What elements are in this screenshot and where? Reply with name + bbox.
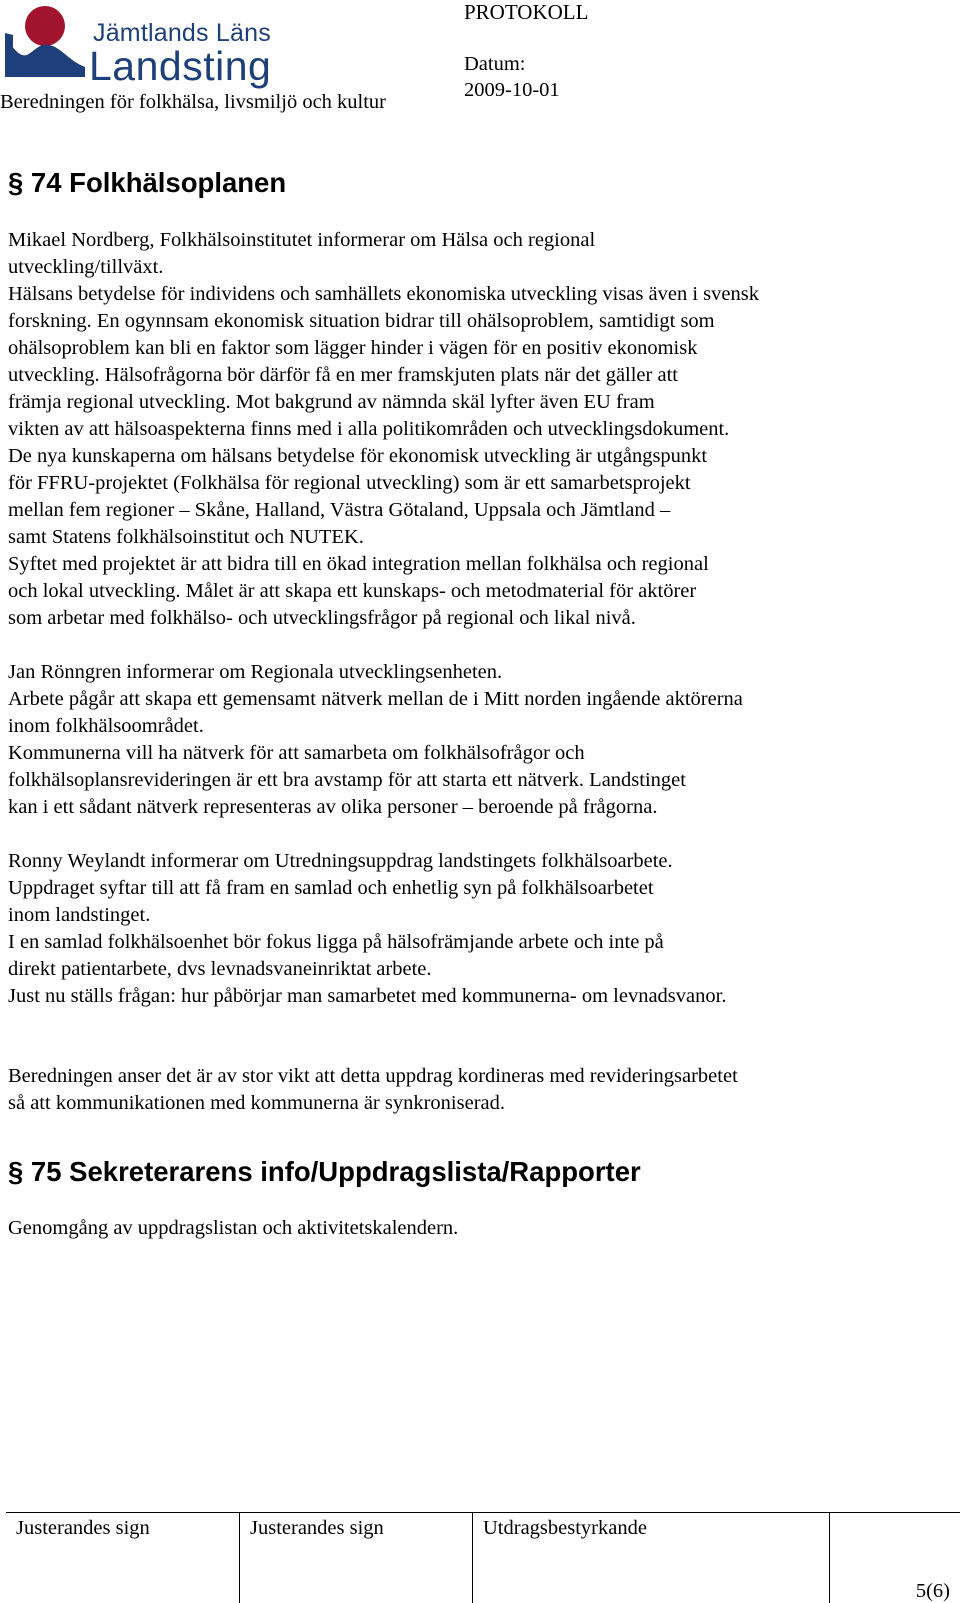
- date-label: Datum:: [464, 53, 526, 75]
- text-line: Kommunerna vill ha nätverk för att samarbeta om folkhälsofrågor och: [8, 742, 585, 764]
- text-line: direkt patientarbete, dvs levnadsvaneinriktat arbete.: [8, 958, 432, 980]
- landsting-logo: [5, 5, 275, 87]
- text-line: folkhälsoplansrevideringen är ett bra avstamp för att starta ett nätverk. Landstinget: [8, 769, 686, 791]
- text-line: samt Statens folkhälsoinstitut och NUTEK.: [8, 526, 364, 548]
- text-line: Jan Rönngren informerar om Regionala utvecklingsenheten.: [8, 661, 503, 683]
- text-line: Genomgång av uppdragslistan och aktivitetskalendern.: [8, 1217, 459, 1239]
- logo-text-line2: Landsting: [89, 43, 272, 89]
- signature-table: [6, 1512, 960, 1603]
- text-line: Syftet med projektet är att bidra till en ökad integration mellan folkhälsa och regional: [8, 553, 709, 575]
- committee-name: Beredningen för folkhälsa, livsmiljö och kultur: [0, 91, 387, 113]
- text-line: Hälsans betydelse för individens och samhällets ekonomiska utveckling visas även i svensk: [8, 283, 759, 305]
- text-line: ohälsoproblem kan bli en faktor som lägger hinder i vägen för en positiv ekonomisk: [8, 337, 698, 359]
- signature-label: Justerandes sign: [250, 1517, 384, 1539]
- text-line: inom landstinget.: [8, 904, 151, 926]
- text-line: utveckling. Hälsofrågorna bör därför få en mer framskjuten plats när det gäller att: [8, 364, 678, 386]
- text-line: som arbetar med folkhälso- och utvecklingsfrågor på regional och likal nivå.: [8, 607, 636, 629]
- paragraph: [8, 848, 948, 1010]
- text-line: Just nu ställs frågan: hur påbörjar man samarbetet med kommunerna- om levnadsvanor.: [8, 985, 727, 1007]
- signature-label: Utdragsbestyrkande: [483, 1517, 647, 1539]
- text-line: så att kommunikationen med kommunerna är synkroniserad.: [8, 1092, 506, 1114]
- text-line: Ronny Weylandt informerar om Utredningsuppdrag landstingets folkhälsoarbete.: [8, 850, 673, 872]
- text-line: och lokal utveckling. Målet är att skapa ett kunskaps- och metodmaterial för aktörer: [8, 580, 697, 602]
- text-line: De nya kunskaperna om hälsans betydelse för ekonomisk utveckling är utgångspunkt: [8, 445, 708, 467]
- signature-cell: [239, 1513, 473, 1603]
- protocol-content: [8, 164, 948, 1242]
- section-heading: § 74 Folkhälsoplanen: [8, 167, 287, 198]
- page-number: 5(6): [915, 1580, 950, 1602]
- text-line: Beredningen anser det är av stor vikt att detta uppdrag kordineras med revideringsarbetet: [8, 1065, 738, 1087]
- signature-cell: [472, 1513, 830, 1603]
- section-heading: § 75 Sekreterarens info/Uppdragslista/Rapporter: [8, 1156, 641, 1187]
- paragraph: [8, 659, 948, 821]
- logo-text-line1: Jämtlands Läns: [93, 19, 271, 47]
- text-line: Mikael Nordberg, Folkhälsoinstitutet informerar om Hälsa och regional: [8, 229, 596, 251]
- page-number-cell: [829, 1513, 960, 1603]
- text-line: I en samlad folkhälsoenhet bör fokus ligga på hälsofrämjande arbete och inte på: [8, 931, 664, 953]
- signature-label: Justerandes sign: [16, 1517, 150, 1539]
- text-line: utveckling/tillväxt.: [8, 256, 164, 278]
- text-line: kan i ett sådant nätverk representeras av olika personer – beroende på frågorna.: [8, 796, 658, 818]
- text-line: främja regional utveckling. Mot bakgrund av nämnda skäl lyfter även EU fram: [8, 391, 655, 413]
- document-type: PROTOKOLL: [464, 0, 589, 24]
- text-line: för FFRU-projektet (Folkhälsa för regional utveckling) som är ett samarbetsprojekt: [8, 472, 691, 494]
- paragraph: [8, 1063, 948, 1117]
- paragraph: [8, 227, 948, 632]
- text-line: Uppdraget syftar till att få fram en samlad och enhetlig syn på folkhälsoarbetet: [8, 877, 654, 899]
- text-line: mellan fem regioner – Skåne, Halland, Västra Götaland, Uppsala och Jämtland –: [8, 499, 671, 521]
- text-line: forskning. En ogynnsam ekonomisk situation bidrar till ohälsoproblem, samtidigt som: [8, 310, 715, 332]
- landsting-emblem-icon: [5, 5, 89, 83]
- paragraph: [8, 1215, 948, 1242]
- signature-cell: [6, 1513, 238, 1603]
- text-line: vikten av att hälsoaspekterna finns med i alla politikområden och utvecklingsdokument.: [8, 418, 730, 440]
- text-line: inom folkhälsoområdet.: [8, 715, 204, 737]
- date-value: 2009-10-01: [464, 79, 560, 101]
- text-line: Arbete pågår att skapa ett gemensamt nätverk mellan de i Mitt norden ingående aktörerna: [8, 688, 743, 710]
